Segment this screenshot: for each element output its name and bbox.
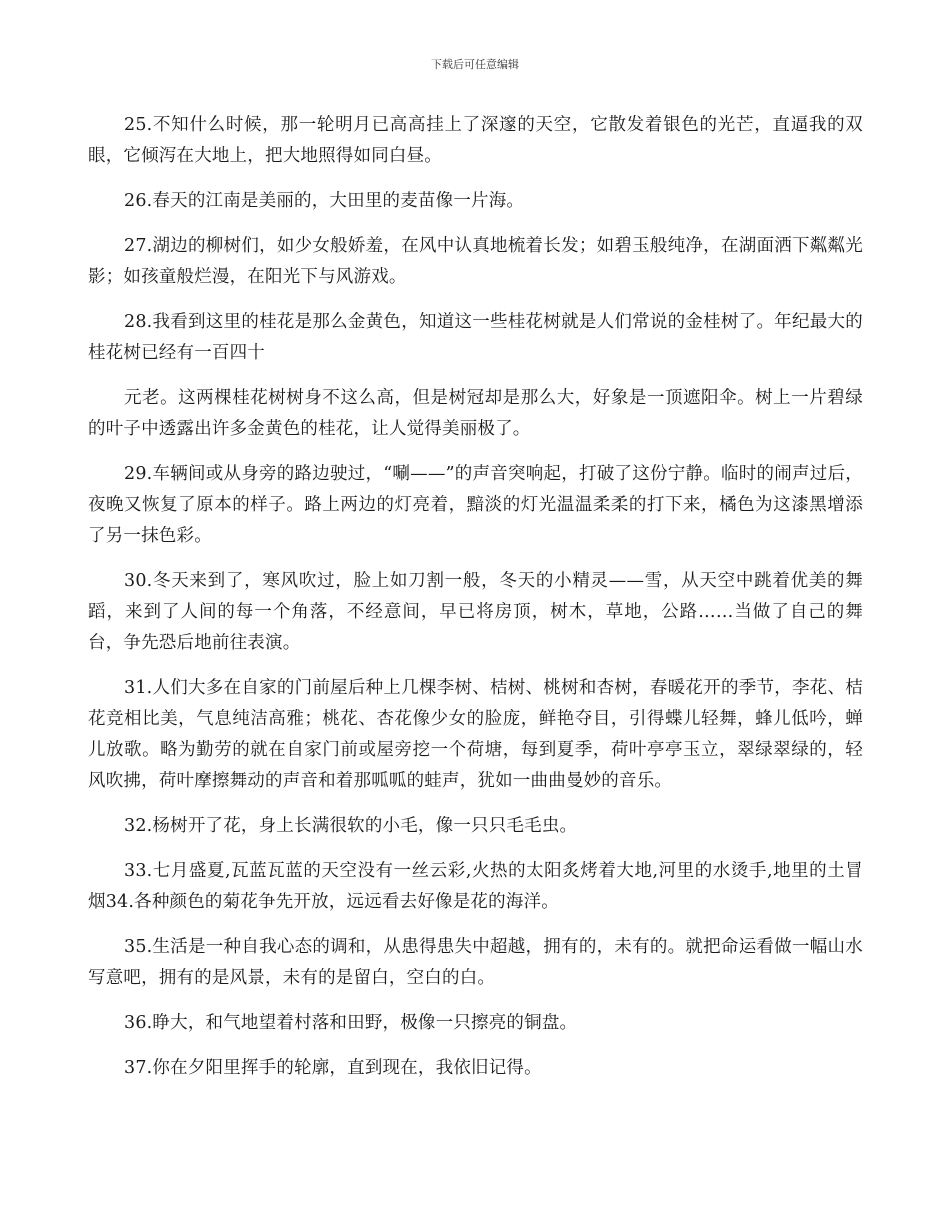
paragraph-37: 37.你在夕阳里挥手的轮廓，直到现在，我依旧记得。: [124, 1058, 542, 1078]
page-header: 下载后可任意编辑: [431, 58, 519, 71]
paragraph-33-34: 33.七月盛夏,瓦蓝瓦蓝的天空没有一丝云彩,火热的太阳炙烤着大地,河里的水烫手,地里的土冒烟34.各种颜色的菊花争先开放，远远看去好像是花的海洋。: [88, 861, 863, 912]
paragraph-29: 29.车辆间或从身旁的路边驶过，“唰——”的声音突响起，打破了这份宁静。临时的闹声过后，夜晚又恢复了原本的样子。路上两边的灯亮着，黯淡的灯光温温柔柔的打下来，橘色为这漆黑增添了另一抹色彩。: [88, 464, 863, 546]
paragraph-36: 36.睁大，和气地望着村落和田野，极像一只擦亮的铜盘。: [124, 1013, 578, 1033]
paragraph-35: 35.生活是一种自我心态的调和，从患得患失中超越，拥有的，未有的。就把命运看做一幅山水写意吧，拥有的是风景，未有的是留白，空白的白。: [88, 937, 863, 988]
paragraph-32: 32.杨树开了花，身上长满很软的小毛，像一只只毛毛虫。: [124, 816, 578, 836]
paragraph-27: 27.湖边的柳树们，如少女般娇羞，在风中认真地梳着长发；如碧玉般纯净，在湖面洒下粼粼光影；如孩童般烂漫，在阳光下与风游戏。: [88, 236, 863, 287]
paragraph-30: 30.冬天来到了，寒风吹过，脸上如刀割一般，冬天的小精灵——雪，从天空中跳着优美的舞蹈，来到了人间的每一个角落，不经意间，早已将房顶，树木，草地，公路……当做了自己的舞台，争先恐后地前往表演。: [88, 571, 863, 653]
paragraph-26: 26.春天的江南是美丽的，大田里的麦苗像一片海。: [124, 191, 525, 211]
paragraph-31: 31.人们大多在自家的门前屋后种上几棵李树、桔树、桃树和杏树，春暖花开的季节，李花、桔花竞相比美，气息纯洁高雅；桃花、杏花像少女的脸庞，鲜艳夺目，引得蝶儿轻舞，蜂儿低吟，蝉儿放歌。略为勤劳的就在自家门前或屋旁挖一个荷塘，每到夏季，荷叶亭亭玉立，翠绿翠绿的，轻风吹拂，荷叶摩擦舞动的声音和着那呱呱的蛙声，犹如一曲曲曼妙的音乐。: [88, 678, 863, 791]
paragraph-28-continued: 元老。这两棵桂花树树身不这么高，但是树冠却是那么大，好象是一顶遮阳伞。树上一片碧绿的叶子中透露出许多金黄色的桂花，让人觉得美丽极了。: [88, 388, 863, 439]
paragraph-25: 25.不知什么时候，那一轮明月已高高挂上了深邃的天空，它散发着银色的光芒，直逼我的双眼，它倾泻在大地上，把大地照得如同白昼。: [88, 115, 863, 166]
document-body: [88, 110, 863, 1098]
paragraph-28: 28.我看到这里的桂花是那么金黄色，知道这一些桂花树就是人们常说的金桂树了。年纪最大的桂花树已经有一百四十: [88, 312, 863, 363]
